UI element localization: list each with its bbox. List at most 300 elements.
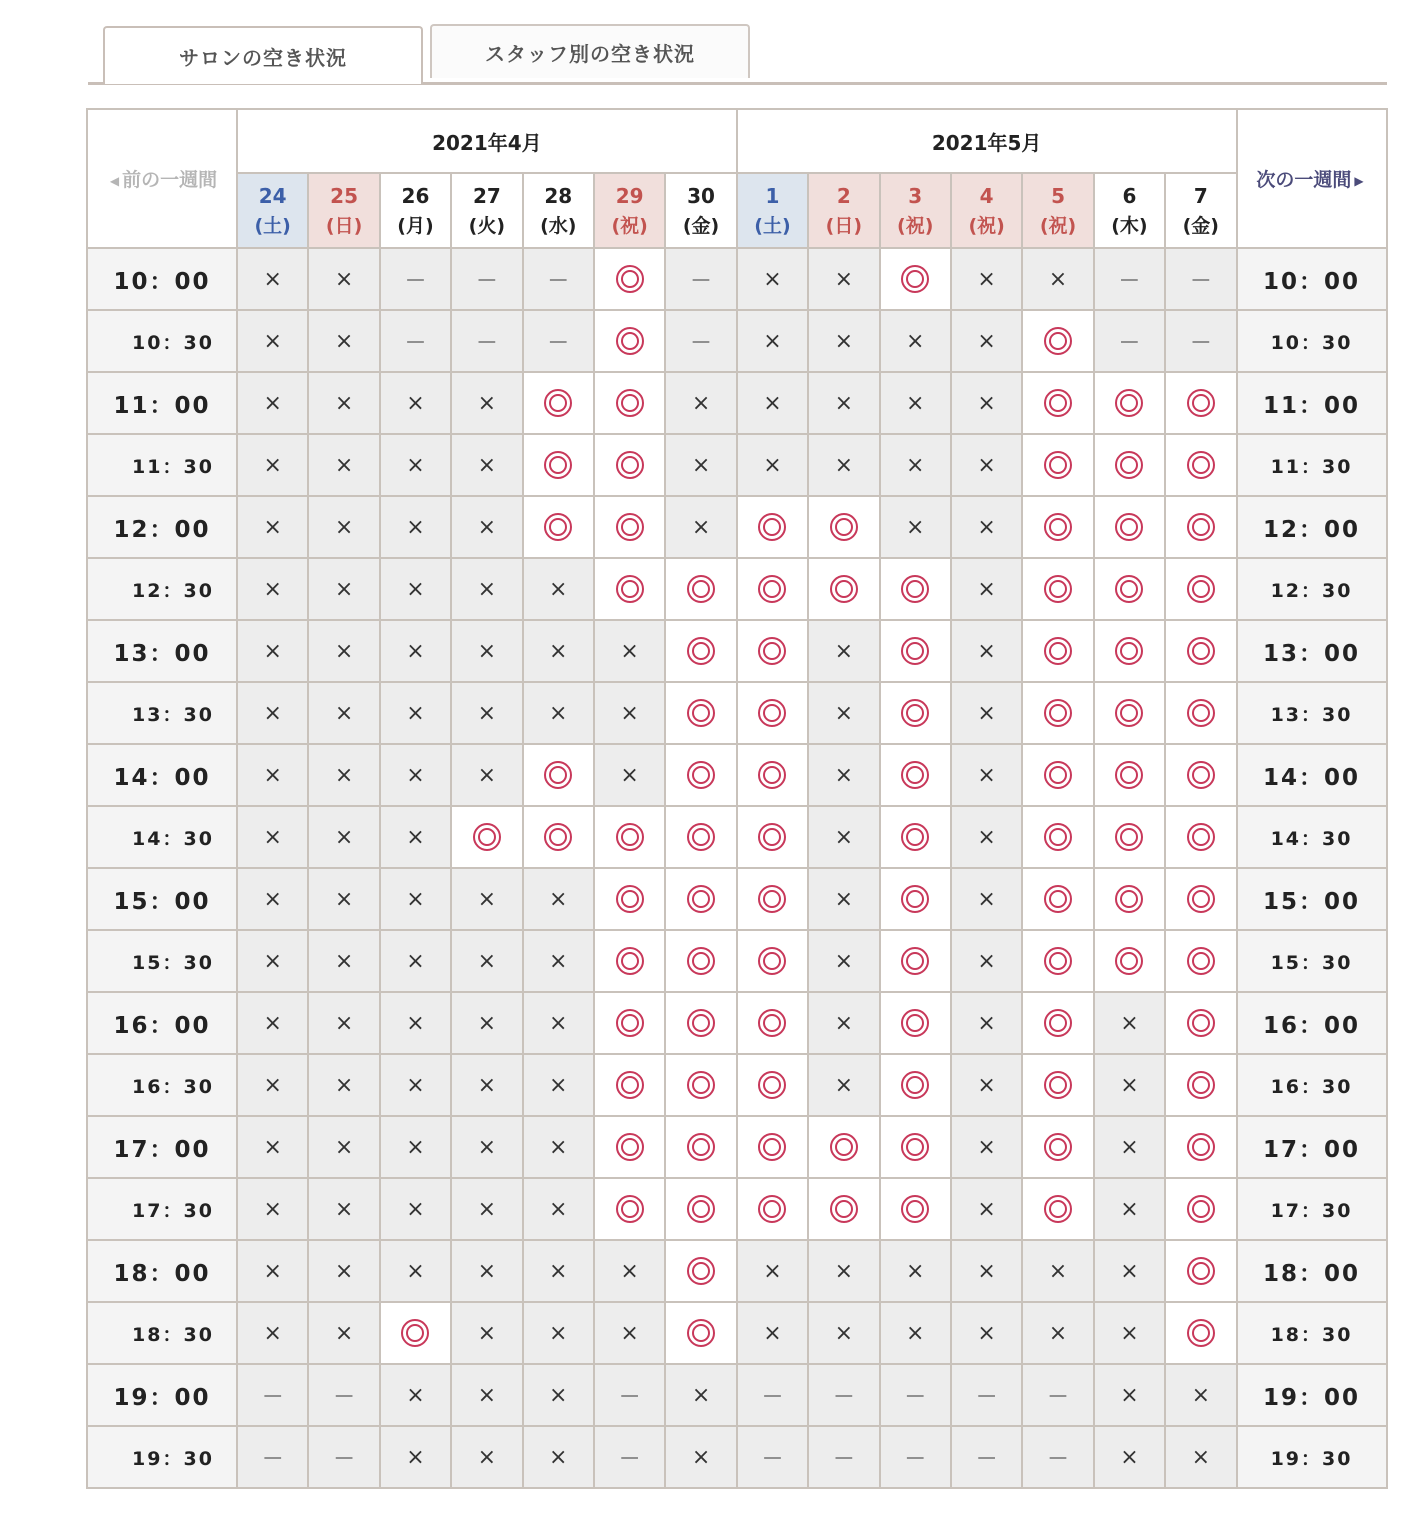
slot-available[interactable] (1022, 372, 1093, 434)
time-label-left: 13：00 (87, 620, 237, 682)
slot-full (308, 620, 379, 682)
slot-available[interactable] (594, 372, 665, 434)
cross-icon: × (691, 514, 711, 540)
cross-icon: × (263, 1134, 282, 1160)
slot-available[interactable] (1094, 434, 1165, 496)
slot-full (380, 1178, 451, 1240)
slot-full (951, 1302, 1022, 1364)
cross-icon: × (834, 638, 854, 664)
cross-icon: × (406, 1444, 425, 1470)
cross-icon: × (691, 1444, 711, 1470)
slot-full (523, 1054, 594, 1116)
slot-available[interactable] (594, 868, 665, 930)
slot-available[interactable] (1165, 992, 1236, 1054)
double-circle-icon (1186, 574, 1216, 604)
slot-full (451, 930, 522, 992)
slot-full (665, 372, 736, 434)
cross-icon: × (977, 328, 996, 354)
slot-full (808, 434, 879, 496)
slot-available[interactable] (665, 930, 736, 992)
availability-table (86, 108, 1388, 1489)
time-label-left: 15：30 (87, 930, 237, 992)
cross-icon: × (620, 700, 639, 726)
slot-available[interactable] (880, 868, 951, 930)
slot-available[interactable] (1165, 558, 1236, 620)
slot-available[interactable] (380, 1302, 451, 1364)
slot-full (737, 248, 808, 310)
day-header (1094, 173, 1165, 248)
cross-icon: × (406, 700, 425, 726)
slot-full (523, 1364, 594, 1426)
slot-closed (1022, 1364, 1093, 1426)
double-circle-icon (1043, 636, 1073, 666)
slot-closed (737, 1364, 808, 1426)
double-circle-icon (900, 1194, 930, 1224)
slot-full (1094, 1054, 1165, 1116)
double-circle-icon (1114, 574, 1144, 604)
day-number: 7 (1193, 183, 1208, 208)
slot-full (665, 434, 736, 496)
slot-full (380, 682, 451, 744)
slot-full (665, 1364, 736, 1426)
slot-full (380, 744, 451, 806)
slot-available[interactable] (594, 310, 665, 372)
slot-full (737, 372, 808, 434)
slot-available[interactable] (737, 744, 808, 806)
double-circle-icon (1043, 326, 1073, 356)
slot-full (951, 248, 1022, 310)
cross-icon: × (977, 1320, 996, 1346)
slot-full (880, 1302, 951, 1364)
cross-icon: × (834, 700, 854, 726)
cross-icon: × (977, 824, 996, 850)
cross-icon: × (334, 948, 354, 974)
cross-icon: × (477, 1444, 497, 1470)
slot-available[interactable] (1165, 496, 1236, 558)
slot-full (737, 1302, 808, 1364)
cross-icon: × (263, 1196, 282, 1222)
slot-available[interactable] (880, 1116, 951, 1178)
cross-icon: × (334, 1196, 354, 1222)
time-row (87, 992, 1387, 1054)
slot-closed (451, 310, 522, 372)
slot-available[interactable] (1165, 930, 1236, 992)
day-weekday: (日) (825, 214, 863, 237)
slot-available[interactable] (1094, 682, 1165, 744)
double-circle-icon (900, 884, 930, 914)
cross-icon: × (620, 762, 639, 788)
slot-full (951, 806, 1022, 868)
slot-available[interactable] (1165, 1116, 1236, 1178)
double-circle-icon (543, 760, 573, 790)
cross-icon: × (549, 1196, 568, 1222)
time-label-right: 16：30 (1237, 1054, 1387, 1116)
slot-available[interactable] (1165, 372, 1236, 434)
double-circle-icon (900, 1070, 930, 1100)
day-weekday: (祝) (1039, 214, 1077, 237)
time-row (87, 744, 1387, 806)
slot-available[interactable] (1094, 744, 1165, 806)
slot-available[interactable] (737, 868, 808, 930)
cross-icon: × (834, 1072, 854, 1098)
time-row (87, 1240, 1387, 1302)
slot-available[interactable] (737, 1116, 808, 1178)
prev-week-link[interactable] (87, 109, 237, 248)
tab-staff-availability[interactable]: スタッフ別の空き状況 (430, 24, 750, 78)
time-row (87, 372, 1387, 434)
slot-available[interactable] (1094, 558, 1165, 620)
slot-full (880, 496, 951, 558)
cross-icon: × (1048, 266, 1068, 292)
slot-available[interactable] (1165, 744, 1236, 806)
time-label-left: 18：30 (87, 1302, 237, 1364)
slot-full (237, 1054, 308, 1116)
slot-available[interactable] (1022, 434, 1093, 496)
double-circle-icon (615, 1194, 645, 1224)
slot-available[interactable] (665, 620, 736, 682)
slot-available[interactable] (737, 806, 808, 868)
day-header (451, 173, 522, 248)
cross-icon: × (977, 390, 996, 416)
cross-icon: × (549, 886, 568, 912)
tab-salon-availability[interactable]: サロンの空き状況 (103, 26, 423, 84)
slot-full (380, 992, 451, 1054)
cross-icon: × (1120, 1382, 1139, 1408)
slot-available[interactable] (1022, 744, 1093, 806)
double-circle-icon (757, 574, 787, 604)
slot-available[interactable] (1165, 1054, 1236, 1116)
slot-available[interactable] (665, 558, 736, 620)
slot-full (237, 1178, 308, 1240)
cross-icon: × (549, 1134, 568, 1160)
day-number: 6 (1122, 183, 1137, 208)
slot-closed (308, 1426, 379, 1488)
cross-icon: × (334, 700, 354, 726)
slot-full (880, 434, 951, 496)
cross-icon: × (477, 948, 497, 974)
slot-available[interactable] (1022, 806, 1093, 868)
double-circle-icon (900, 760, 930, 790)
slot-available[interactable] (737, 992, 808, 1054)
slot-available[interactable] (451, 806, 522, 868)
double-circle-icon (1186, 946, 1216, 976)
slot-available[interactable] (737, 682, 808, 744)
slot-full (1165, 1426, 1236, 1488)
slot-available[interactable] (1022, 310, 1093, 372)
slot-full (237, 868, 308, 930)
cross-icon: × (263, 452, 282, 478)
cross-icon: × (620, 1320, 639, 1346)
cross-icon: × (263, 700, 282, 726)
slot-available[interactable] (1165, 1240, 1236, 1302)
time-label-right: 15：30 (1237, 930, 1387, 992)
cross-icon: × (834, 390, 854, 416)
slot-available[interactable] (1165, 434, 1236, 496)
slot-full (308, 1054, 379, 1116)
slot-full (308, 310, 379, 372)
day-number: 5 (1051, 183, 1065, 208)
slot-available[interactable] (523, 806, 594, 868)
double-circle-icon (615, 884, 645, 914)
slot-available[interactable] (665, 1054, 736, 1116)
slot-available[interactable] (1022, 868, 1093, 930)
double-circle-icon (1114, 388, 1144, 418)
time-label-right: 13：00 (1237, 620, 1387, 682)
slot-available[interactable] (1022, 1178, 1093, 1240)
day-weekday: (祝) (897, 214, 934, 237)
cross-icon: × (549, 1072, 568, 1098)
day-weekday: (月) (397, 214, 434, 237)
slot-available[interactable] (523, 434, 594, 496)
slot-full (880, 372, 951, 434)
time-label-right: 18：00 (1237, 1240, 1387, 1302)
double-circle-icon (543, 450, 573, 480)
cross-icon: × (620, 638, 639, 664)
slot-available[interactable] (665, 1302, 736, 1364)
slot-available[interactable] (1094, 372, 1165, 434)
slot-available[interactable] (1094, 930, 1165, 992)
double-circle-icon (1043, 1008, 1073, 1038)
day-number: 3 (908, 183, 923, 208)
time-label-right: 17：00 (1237, 1116, 1387, 1178)
slot-available[interactable] (665, 744, 736, 806)
double-circle-icon (757, 760, 787, 790)
slot-available[interactable] (737, 930, 808, 992)
day-header (808, 173, 879, 248)
slot-available[interactable] (594, 930, 665, 992)
double-circle-icon (1043, 1132, 1073, 1162)
slot-available[interactable] (523, 496, 594, 558)
day-weekday: (日) (325, 214, 363, 237)
time-label-right: 14：30 (1237, 806, 1387, 868)
slot-available[interactable] (1094, 868, 1165, 930)
cross-icon: × (263, 328, 282, 354)
slot-full (308, 434, 379, 496)
cross-icon: × (263, 886, 282, 912)
slot-available[interactable] (1022, 620, 1093, 682)
slot-full (451, 372, 522, 434)
slot-available[interactable] (1165, 868, 1236, 930)
cross-icon: × (477, 390, 497, 416)
cross-icon: × (406, 514, 425, 540)
slot-available[interactable] (665, 1240, 736, 1302)
slot-available[interactable] (665, 1116, 736, 1178)
day-header (737, 173, 808, 248)
slot-available[interactable] (737, 496, 808, 558)
cross-icon: × (549, 700, 568, 726)
next-week-link[interactable] (1237, 109, 1387, 248)
day-number: 27 (472, 183, 501, 208)
double-circle-icon (900, 1008, 930, 1038)
slot-full (1022, 1240, 1093, 1302)
dash-icon: － (618, 1446, 641, 1472)
cross-icon: × (1048, 1320, 1068, 1346)
cross-icon: × (477, 762, 497, 788)
slot-available[interactable] (880, 930, 951, 992)
time-row (87, 1054, 1387, 1116)
slot-available[interactable] (880, 620, 951, 682)
slot-available[interactable] (737, 1054, 808, 1116)
slot-available[interactable] (880, 1178, 951, 1240)
cross-icon: × (906, 1320, 925, 1346)
slot-full (1165, 1364, 1236, 1426)
slot-available[interactable] (594, 1054, 665, 1116)
month-header-april: 2021年4月 (237, 109, 737, 173)
slot-closed (237, 1364, 308, 1426)
slot-full (308, 930, 379, 992)
slot-available[interactable] (808, 558, 879, 620)
slot-full (380, 806, 451, 868)
slot-available[interactable] (737, 1178, 808, 1240)
slot-available[interactable] (880, 558, 951, 620)
slot-available[interactable] (737, 558, 808, 620)
time-label-left: 16：00 (87, 992, 237, 1054)
slot-available[interactable] (808, 496, 879, 558)
slot-available[interactable] (880, 992, 951, 1054)
slot-available[interactable] (523, 744, 594, 806)
slot-available[interactable] (523, 372, 594, 434)
double-circle-icon (615, 946, 645, 976)
double-circle-icon (1114, 512, 1144, 542)
cross-icon: × (1191, 1382, 1211, 1408)
cross-icon: × (263, 948, 282, 974)
cross-icon: × (977, 638, 996, 664)
time-label-right: 12：30 (1237, 558, 1387, 620)
slot-available[interactable] (880, 248, 951, 310)
double-circle-icon (686, 822, 716, 852)
dash-icon: － (904, 1446, 927, 1472)
day-number: 26 (401, 183, 430, 208)
double-circle-icon (1043, 946, 1073, 976)
cross-icon: × (334, 452, 354, 478)
slot-available[interactable] (594, 992, 665, 1054)
slot-available[interactable] (1022, 496, 1093, 558)
double-circle-icon (757, 1008, 787, 1038)
slot-available[interactable] (808, 1116, 879, 1178)
slot-available[interactable] (594, 248, 665, 310)
slot-available[interactable] (1022, 1054, 1093, 1116)
slot-available[interactable] (594, 434, 665, 496)
time-row (87, 620, 1387, 682)
cross-icon: × (263, 390, 282, 416)
slot-closed (237, 1426, 308, 1488)
cross-icon: × (834, 762, 854, 788)
day-weekday: (木) (1111, 214, 1148, 237)
double-circle-icon (829, 512, 859, 542)
cross-icon: × (406, 824, 425, 850)
slot-available[interactable] (665, 868, 736, 930)
cross-icon: × (691, 1382, 711, 1408)
slot-available[interactable] (594, 806, 665, 868)
double-circle-icon (900, 698, 930, 728)
day-header (237, 173, 308, 248)
cross-icon: × (263, 514, 282, 540)
slot-available[interactable] (1022, 558, 1093, 620)
slot-closed (1165, 248, 1236, 310)
slot-full (808, 1054, 879, 1116)
slot-available[interactable] (1165, 1178, 1236, 1240)
double-circle-icon (400, 1318, 430, 1348)
slot-available[interactable] (665, 806, 736, 868)
slot-available[interactable] (737, 620, 808, 682)
slot-full (808, 744, 879, 806)
time-label-right: 13：30 (1237, 682, 1387, 744)
cross-icon: × (477, 1258, 497, 1284)
slot-available[interactable] (1022, 992, 1093, 1054)
slot-available[interactable] (880, 806, 951, 868)
time-label-right: 19：30 (1237, 1426, 1387, 1488)
slot-available[interactable] (1165, 1302, 1236, 1364)
dash-icon: － (975, 1446, 998, 1472)
slot-full (523, 1116, 594, 1178)
slot-full (1094, 1240, 1165, 1302)
slot-available[interactable] (1022, 930, 1093, 992)
slot-available[interactable] (665, 992, 736, 1054)
time-row (87, 434, 1387, 496)
slot-available[interactable] (1165, 806, 1236, 868)
double-circle-icon (1186, 760, 1216, 790)
slot-available[interactable] (880, 682, 951, 744)
slot-available[interactable] (1165, 620, 1236, 682)
cross-icon: × (406, 1382, 425, 1408)
time-row (87, 248, 1387, 310)
cross-icon: × (977, 1072, 996, 1098)
cross-icon: × (549, 638, 568, 664)
double-circle-icon (1186, 1070, 1216, 1100)
dash-icon: － (761, 1384, 784, 1410)
dash-icon: － (1047, 1384, 1070, 1410)
slot-available[interactable] (1165, 682, 1236, 744)
slot-available[interactable] (594, 1116, 665, 1178)
day-number: 29 (615, 183, 644, 208)
month-header-may: 2021年5月 (737, 109, 1237, 173)
slot-full (380, 620, 451, 682)
slot-available[interactable] (594, 558, 665, 620)
double-circle-icon (1186, 636, 1216, 666)
slot-available[interactable] (1094, 806, 1165, 868)
slot-available[interactable] (1094, 620, 1165, 682)
slot-available[interactable] (594, 1178, 665, 1240)
slot-available[interactable] (665, 682, 736, 744)
slot-available[interactable] (1094, 496, 1165, 558)
time-row (87, 496, 1387, 558)
slot-full (237, 1240, 308, 1302)
cross-icon: × (406, 762, 425, 788)
cross-icon: × (1120, 1134, 1139, 1160)
time-label-left: 10：30 (87, 310, 237, 372)
cross-icon: × (549, 1010, 568, 1036)
cross-icon: × (334, 1010, 354, 1036)
double-circle-icon (543, 822, 573, 852)
slot-full (808, 372, 879, 434)
slot-available[interactable] (880, 744, 951, 806)
slot-full (308, 1240, 379, 1302)
slot-available[interactable] (665, 1178, 736, 1240)
cross-icon: × (477, 700, 497, 726)
time-label-left: 15：00 (87, 868, 237, 930)
slot-full (237, 434, 308, 496)
slot-available[interactable] (1022, 682, 1093, 744)
slot-available[interactable] (1022, 1116, 1093, 1178)
double-circle-icon (615, 1070, 645, 1100)
cross-icon: × (263, 1010, 282, 1036)
slot-full (237, 1116, 308, 1178)
slot-available[interactable] (880, 1054, 951, 1116)
slot-available[interactable] (594, 496, 665, 558)
slot-full (308, 248, 379, 310)
time-label-right: 11：00 (1237, 372, 1387, 434)
slot-available[interactable] (808, 1178, 879, 1240)
